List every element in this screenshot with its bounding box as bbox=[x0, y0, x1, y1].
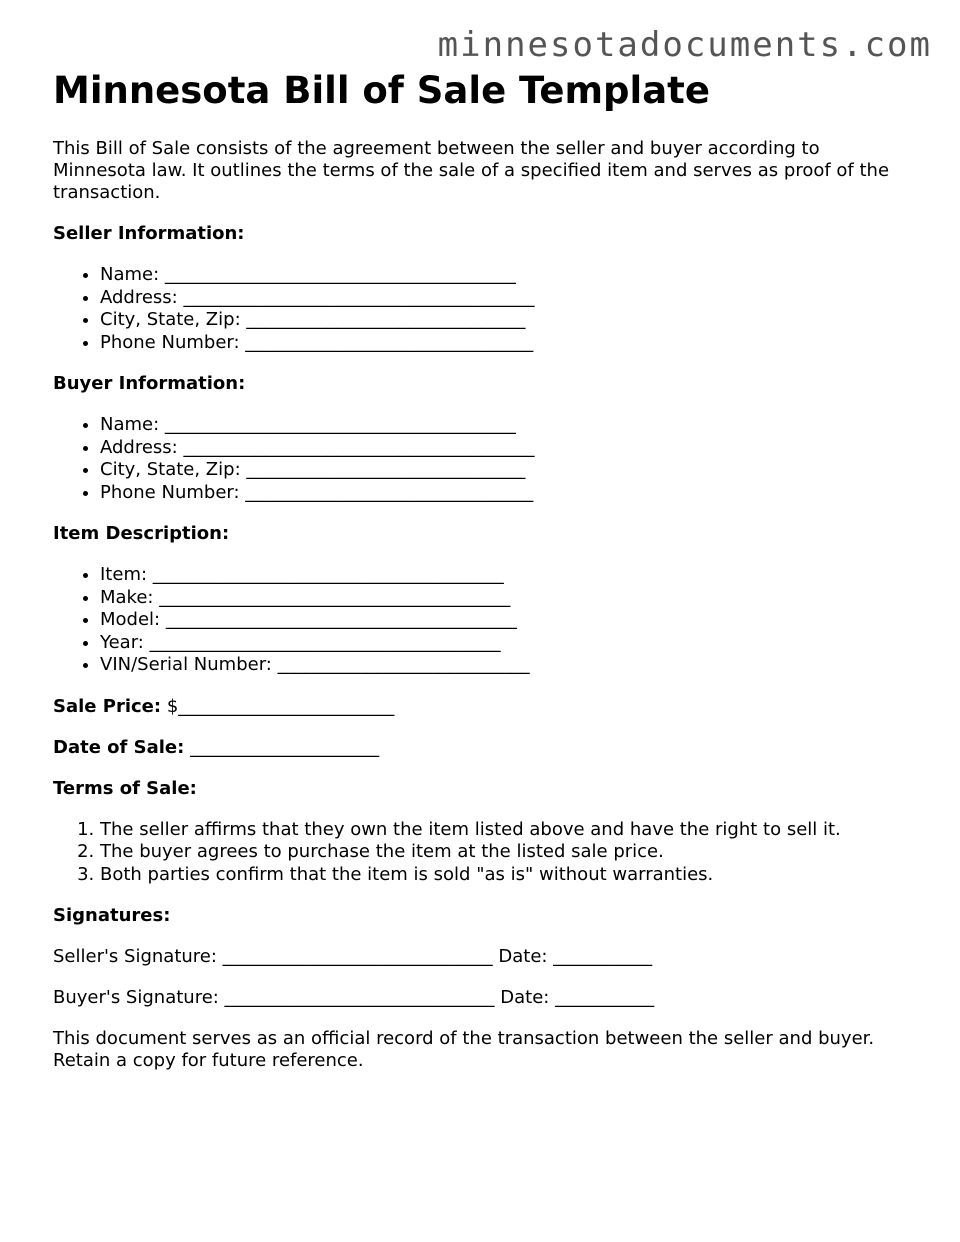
date-of-sale-label: Date of Sale: bbox=[53, 736, 185, 758]
sale-price-line bbox=[53, 696, 913, 718]
term-item: 2. The buyer agrees to purchase the item at the listed sale price. bbox=[100, 841, 913, 864]
buyer-city-state-zip-field[interactable]: • City, State, Zip: _______________________________ bbox=[100, 459, 913, 482]
date-of-sale-line bbox=[53, 737, 913, 759]
term-item: 3. Both parties confirm that the item is sold "as is" without warranties. bbox=[100, 864, 913, 887]
buyer-name-field[interactable]: • Name: _______________________________________ bbox=[100, 414, 913, 437]
buyer-address-field[interactable]: • Address: _______________________________________ bbox=[100, 437, 913, 460]
terms-of-sale-heading: Terms of Sale: bbox=[53, 777, 197, 799]
closing-paragraph: This document serves as an official record of the transaction between the seller and buyer. Retain a copy for future reference. bbox=[53, 1028, 875, 1071]
term-item: 1. The seller affirms that they own the item listed above and have the right to sell it. bbox=[100, 819, 913, 842]
sale-price-label: Sale Price: bbox=[53, 695, 162, 717]
sale-price-field[interactable]: $________________________ bbox=[166, 695, 395, 717]
document-title: Minnesota Bill of Sale Template bbox=[53, 69, 710, 112]
buyer-signature-line[interactable]: Buyer's Signature: ______________________________ Date: ___________ bbox=[53, 987, 655, 1008]
seller-address-field[interactable]: • Address: _______________________________________ bbox=[100, 287, 913, 310]
seller-city-state-zip-field[interactable]: • City, State, Zip: _______________________________ bbox=[100, 309, 913, 332]
buyer-info-list bbox=[53, 414, 913, 504]
year-field[interactable]: • Year: _______________________________________ bbox=[100, 632, 913, 655]
item-description-list bbox=[53, 564, 913, 677]
date-of-sale-field[interactable]: _____________________ bbox=[190, 736, 380, 758]
terms-of-sale-list bbox=[53, 819, 913, 887]
seller-name-field[interactable]: • Name: _______________________________________ bbox=[100, 264, 913, 287]
bill-of-sale-document bbox=[53, 68, 913, 1072]
seller-info-heading: Seller Information: bbox=[53, 223, 245, 244]
intro-paragraph: This Bill of Sale consists of the agreement between the seller and buyer according to Minnesota law. It outlines the terms of the sale of a specified item and serves as proof of the transaction. bbox=[53, 138, 890, 203]
seller-phone-field[interactable]: • Phone Number: ________________________________ bbox=[100, 332, 913, 355]
seller-info-list bbox=[53, 264, 913, 354]
item-description-heading: Item Description: bbox=[53, 523, 230, 544]
buyer-phone-field[interactable]: • Phone Number: ________________________________ bbox=[100, 482, 913, 505]
item-field[interactable]: • Item: _______________________________________ bbox=[100, 564, 913, 587]
vin-serial-field[interactable]: • VIN/Serial Number: ____________________________ bbox=[100, 654, 913, 677]
model-field[interactable]: • Model: _______________________________________ bbox=[100, 609, 913, 632]
seller-signature-line[interactable]: Seller's Signature: ______________________________ Date: ___________ bbox=[53, 946, 653, 967]
make-field[interactable]: • Make: _______________________________________ bbox=[100, 587, 913, 610]
buyer-info-heading: Buyer Information: bbox=[53, 373, 246, 394]
signatures-heading: Signatures: bbox=[53, 905, 171, 926]
site-watermark: minnesotadocuments.com bbox=[437, 25, 932, 65]
